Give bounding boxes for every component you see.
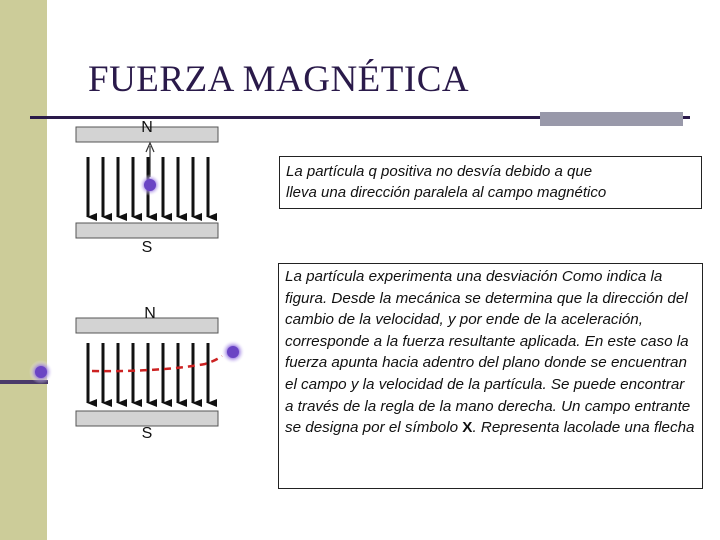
north-pole-label: N	[144, 305, 156, 322]
parallel-motion-caption	[279, 156, 702, 209]
deflected-particle	[227, 346, 239, 358]
south-pole-label: S	[141, 239, 153, 256]
caption-line-2: lleva una dirección paralela al campo magnético	[286, 184, 607, 201]
bottom-field-diagram	[29, 305, 245, 442]
caption-line-1: La partícula q positiva no desvía debido a que	[286, 163, 593, 180]
charged-particle	[144, 179, 156, 191]
explanation-text: La partícula experimenta una desviación Como indica la figura. Desde la mecánica se determina que la dirección del cambio de la velocidad, y por ende de la aceleración, corresponde a la fuerza resultante aplicada. En este caso la fuerza apunta hacia adentro del plano donde se encuentran el campo y la velocidad de la partícula. Se puede encontrar a través de la regla de la mano derecha. Un campo entrante se designa por el símbolo	[285, 268, 691, 437]
south-magnet-plate	[76, 223, 218, 238]
incoming-particle	[35, 366, 47, 378]
field-symbol: X	[462, 419, 473, 437]
south-pole-label: S	[141, 425, 153, 442]
slide-title: FUERZA MAGNÉTICA	[88, 59, 470, 100]
explanation-text-end: . Representa lacolade una flecha	[472, 419, 695, 437]
field-lines	[88, 343, 208, 403]
top-field-diagram	[76, 119, 218, 256]
deflection-explanation	[278, 263, 703, 489]
deflected-trajectory	[92, 356, 222, 371]
south-magnet-plate	[76, 411, 218, 426]
north-pole-label: N	[141, 119, 153, 136]
